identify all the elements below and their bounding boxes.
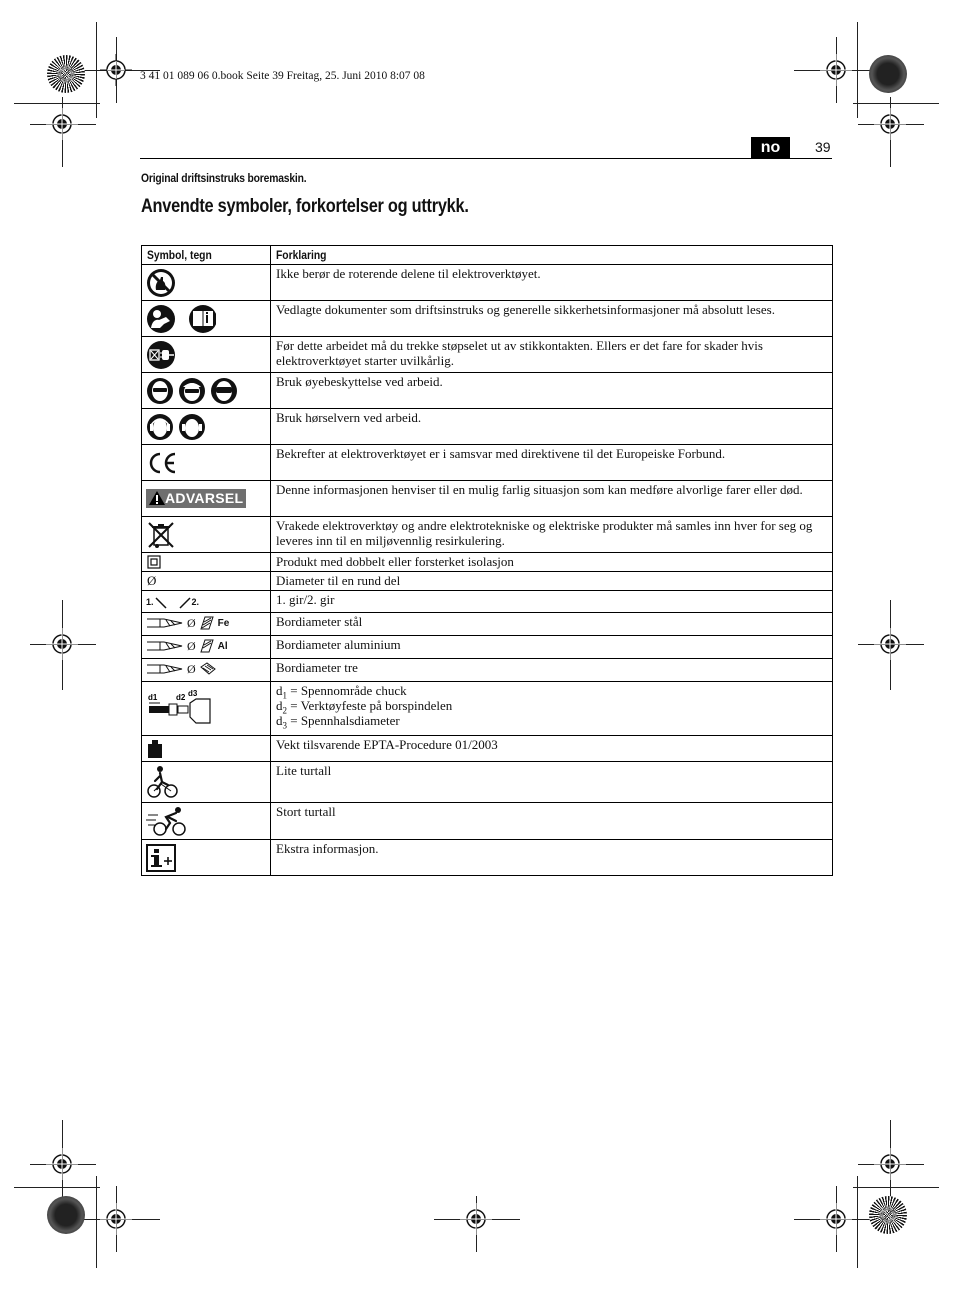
explanation-cell: Ikke berør de roterende delene til elektroverktøyet. — [271, 265, 833, 301]
registration-mark-icon — [872, 1146, 908, 1182]
table-row — [142, 445, 833, 481]
double-insulation-icon — [147, 555, 161, 569]
registration-mark-icon — [44, 626, 80, 662]
registration-mark-icon — [458, 1201, 494, 1237]
explanation-cell: Bordiameter aluminium — [271, 636, 833, 659]
symbol-cell — [142, 591, 271, 613]
symbol-cell — [142, 517, 271, 553]
explanation-cell: Før dette arbeidet må du trekke støpselet ut av stikkontakten. Ellers er det fare for skader hvis elektroverktøyet starter uvilkårlig. — [271, 337, 833, 373]
table-row — [142, 481, 833, 517]
low-speed-cyclist-icon — [146, 765, 178, 799]
header-rule — [140, 158, 832, 159]
table-row — [142, 265, 833, 301]
table-header-row — [142, 246, 833, 265]
explanation-cell: Vedlagte dokumenter som driftsinstruks og generelle sikkerhetsinformasjoner må absolutt leses. — [271, 301, 833, 337]
table-row — [142, 591, 833, 613]
warning-badge-label: ADVARSEL — [165, 489, 244, 506]
registration-mark-icon — [98, 52, 134, 88]
extra-info-icon — [146, 844, 176, 872]
table-row — [142, 572, 833, 591]
symbol-cell — [142, 337, 271, 373]
symbol-cell — [142, 553, 271, 572]
table-row — [142, 840, 833, 876]
chuck-dimension-line: $d_2$ = Verktøyfeste på borspindelen — [276, 698, 453, 716]
symbols-table — [141, 245, 833, 876]
symbol-cell — [142, 409, 271, 445]
symbol-cell — [142, 572, 271, 591]
drill-steel-icon: Ø Fe — [146, 615, 229, 631]
explanation-cell: Produkt med dobbelt eller forsterket isolasjon — [271, 553, 833, 572]
warning-triangle-icon — [149, 491, 165, 505]
table-row — [142, 301, 833, 337]
explanation-cell: Bordiameter tre — [271, 659, 833, 682]
symbol-cell — [142, 736, 271, 762]
weight-icon — [146, 739, 164, 759]
table-row — [142, 682, 833, 736]
symbol-cell — [142, 659, 271, 682]
symbol-cell — [142, 265, 271, 301]
page-number: 39 — [815, 139, 831, 155]
table-row — [142, 337, 833, 373]
drill-wood-icon: Ø — [146, 661, 217, 677]
explanation-cell: Bruk hørselvern ved arbeid. — [271, 409, 833, 445]
svg-text:d2: d2 — [176, 692, 186, 702]
table-row — [142, 762, 833, 803]
symbol-cell — [142, 682, 271, 736]
weee-bin-icon — [146, 520, 176, 550]
registration-mark-icon — [44, 106, 80, 142]
chuck-dimension-line: $d_1$ = Spennområde chuck — [276, 683, 407, 701]
symbol-cell — [142, 445, 271, 481]
explanation-cell — [271, 682, 833, 736]
explanation-cell: Bordiameter stål — [271, 613, 833, 636]
color-rosette-icon — [47, 55, 85, 93]
language-badge: no — [751, 137, 790, 158]
color-rosette-icon — [47, 1196, 85, 1234]
explanation-cell: Stort turtall — [271, 803, 833, 840]
explanation-cell: Diameter til en rund del — [271, 572, 833, 591]
document-title: Anvendte symboler, forkortelser og uttrykk. — [141, 196, 469, 217]
table-row — [142, 803, 833, 840]
explanation-cell: Bekrefter at elektroverktøyet er i samsvar med direktivene til det Europeiske Forbund. — [271, 445, 833, 481]
symbol-cell — [142, 301, 271, 337]
registration-mark-icon — [872, 106, 908, 142]
table-row — [142, 659, 833, 682]
unplug-icon — [146, 340, 176, 370]
registration-mark-icon — [818, 1201, 854, 1237]
explanation-cell: Bruk øyebeskyttelse ved arbeid. — [271, 373, 833, 409]
book-file-line: 3 41 01 089 06 0.book Seite 39 Freitag, 25. Juni 2010 8:07 08 — [140, 70, 425, 82]
read-manual-icon — [146, 304, 216, 334]
registration-mark-icon — [98, 1201, 134, 1237]
color-rosette-icon — [869, 55, 907, 93]
explanation-cell: Lite turtall — [271, 762, 833, 803]
ce-mark-icon — [146, 450, 178, 476]
svg-text:d3: d3 — [188, 688, 198, 698]
symbol-cell — [142, 613, 271, 636]
symbol-cell — [142, 762, 271, 803]
table-row — [142, 636, 833, 659]
table-row — [142, 553, 833, 572]
explanation-cell: 1. gir/2. gir — [271, 591, 833, 613]
high-speed-cyclist-icon — [146, 805, 188, 837]
explanation-cell: Ekstra informasjon. — [271, 840, 833, 876]
registration-mark-icon — [44, 1146, 80, 1182]
table-row — [142, 373, 833, 409]
no-touch-rotating-parts-icon — [146, 268, 176, 298]
hearing-protection-icon — [146, 413, 208, 441]
eye-protection-icon — [146, 377, 240, 405]
symbol-cell — [142, 373, 271, 409]
table-row — [142, 517, 833, 553]
registration-mark-icon — [818, 52, 854, 88]
color-rosette-icon — [869, 1196, 907, 1234]
explanation-cell: Vekt tilsvarende EPTA-Procedure 01/2003 — [271, 736, 833, 762]
symbol-cell — [142, 840, 271, 876]
table-row — [142, 613, 833, 636]
chuck-dimension-line: $d_3$ = Spennhalsdiameter — [276, 713, 400, 731]
column-header-symbol: Symbol, tegn — [142, 246, 271, 265]
symbol-cell — [142, 636, 271, 659]
chuck-dimensions-icon — [146, 689, 216, 729]
drill-aluminium-icon: Ø Al — [146, 638, 228, 654]
symbol-cell — [142, 803, 271, 840]
svg-text:d1: d1 — [148, 692, 158, 702]
diameter-symbol: Ø — [147, 573, 157, 588]
registration-mark-icon — [872, 626, 908, 662]
explanation-cell: Vrakede elektroverktøy og andre elektrotekniske og elektriske produkter må samles inn hver for seg og leveres inn til en miljøvennlig resirkulering. — [271, 517, 833, 553]
gear-select-icon: 1. 2. — [146, 597, 200, 607]
explanation-cell: Denne informasjonen henviser til en mulig farlig situasjon som kan medføre alvorlige farer eller død. — [271, 481, 833, 517]
table-row — [142, 736, 833, 762]
warning-badge — [146, 489, 246, 508]
table-row — [142, 409, 833, 445]
column-header-explanation: Forklaring — [271, 246, 833, 265]
symbol-cell — [142, 481, 271, 517]
document-subtitle: Original driftsinstruks boremaskin. — [141, 171, 307, 185]
